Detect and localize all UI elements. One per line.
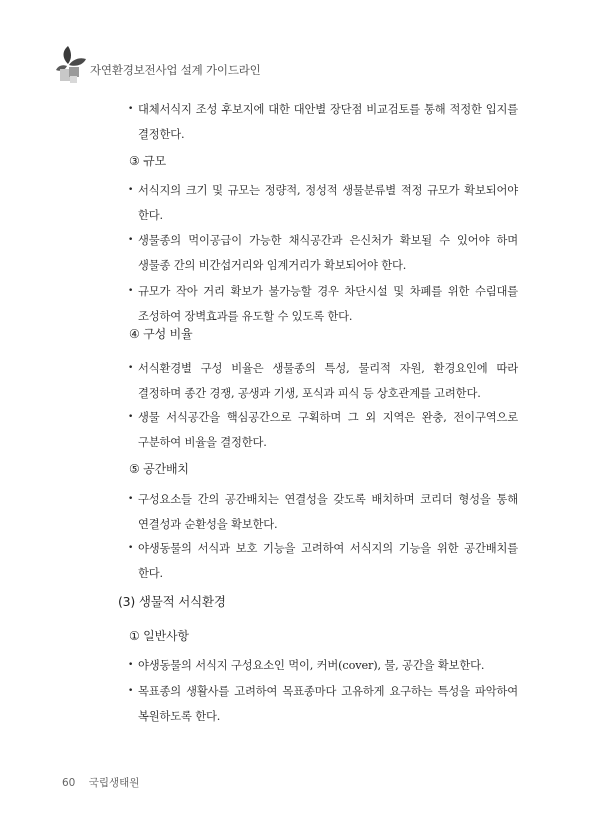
bullet-item	[128, 536, 518, 586]
bullet-icon: •	[128, 543, 134, 553]
bullet-text-line: 한다.	[138, 567, 163, 580]
bullet-icon: •	[128, 412, 134, 422]
bullet-item	[128, 405, 518, 455]
bullet-text-line: 야생동물의 서식과 보호 기능을 고려하여 서식지의 기능을 위한 공간배치를	[138, 542, 518, 555]
header-title: 자연환경보전사업 설계 가이드라인	[90, 63, 261, 77]
bullet-text-line: 한다.	[138, 209, 163, 222]
page-header	[56, 46, 356, 86]
bullet-item	[128, 97, 518, 147]
bullet-text-line: 생물종 간의 비간섭거리와 임계거리가 확보되어야 한다.	[138, 259, 407, 272]
bullet-item	[128, 653, 518, 678]
subsection-heading: ① 일반사항	[129, 629, 189, 643]
leaf-logo-icon	[56, 46, 90, 84]
bullet-icon: •	[128, 494, 134, 504]
bullet-icon: •	[128, 185, 134, 195]
bullet-item	[128, 228, 518, 278]
bullet-text-line: 생물 서식공간을 핵심공간으로 구획하며 그 외 지역은 완충, 전이구역으로	[138, 411, 518, 424]
bullet-item	[128, 679, 518, 729]
subsection-heading: ⑤ 공간배치	[129, 462, 189, 476]
bullet-icon: •	[128, 286, 134, 296]
bullet-item	[128, 178, 518, 228]
bullet-text-line: 서식환경별 구성 비율은 생물종의 특성, 물리적 자원, 환경요인에 따라	[138, 362, 518, 375]
bullet-text-line: 야생동물의 서식지 구성요소인 먹이, 커버(cover), 물, 공간을 확보한다.	[138, 659, 485, 672]
publisher-name: 국립생태원	[88, 777, 140, 789]
bullet-text-line: 결정한다.	[138, 128, 185, 141]
bullet-icon: •	[128, 104, 134, 114]
bullet-text-line: 대체서식지 조성 후보지에 대한 대안별 장단점 비교검토를 통해 적정한 입지를	[138, 103, 518, 116]
bullet-text-line: 서식지의 크기 및 규모는 정량적, 정성적 생물분류별 적정 규모가 확보되어야	[138, 184, 518, 197]
bullet-icon: •	[128, 660, 134, 670]
bullet-text-line: 복원하도록 한다.	[138, 710, 221, 723]
bullet-text-line: 규모가 작아 거리 확보가 불가능할 경우 차단시설 및 차폐를 위한 수림대를	[138, 285, 518, 298]
subsection-heading: ④ 구성 비율	[129, 327, 193, 341]
bullet-text-line: 구분하여 비율을 결정한다.	[138, 436, 267, 449]
bullet-item	[128, 279, 518, 329]
bullet-text-line: 구성요소들 간의 공간배치는 연결성을 갖도록 배치하며 코리더 형성을 통해	[138, 493, 518, 506]
page-footer	[62, 775, 139, 790]
bullet-text-line: 목표종의 생활사를 고려하여 목표종마다 고유하게 요구하는 특성을 파악하여	[138, 685, 518, 698]
subsection-heading: ③ 규모	[129, 154, 166, 168]
bullet-item	[128, 487, 518, 537]
section-heading: (3) 생물적 서식환경	[118, 594, 226, 609]
bullet-text-line: 연결성과 순환성을 확보한다.	[138, 518, 278, 531]
bullet-icon: •	[128, 363, 134, 373]
bullet-icon: •	[128, 235, 134, 245]
page-number: 60	[62, 777, 76, 789]
bullet-item	[128, 356, 518, 406]
bullet-text-line: 결정하며 종간 경쟁, 공생과 기생, 포식과 피식 등 상호관계를 고려한다.	[138, 387, 481, 400]
bullet-icon: •	[128, 686, 134, 696]
bullet-text-line: 조성하여 장벽효과를 유도할 수 있도록 한다.	[138, 310, 353, 323]
bullet-text-line: 생물종의 먹이공급이 가능한 채식공간과 은신처가 확보될 수 있어야 하며	[138, 234, 518, 247]
